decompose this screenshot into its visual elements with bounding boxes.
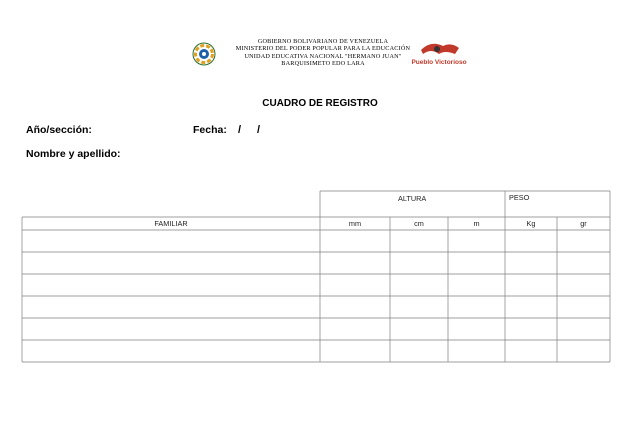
gov-line-1: GOBIERNO BOLIVARIANO DE VENEZUELA [257,38,389,45]
table-row[interactable] [22,296,610,318]
col-familiar: FAMILIAR [154,219,188,228]
year-section-label: Año/sección: [26,124,92,136]
name-label: Nombre y apellido: [26,148,121,160]
gov-line-4: BARQUISIMETO EDO LARA [281,59,365,67]
form-title: CUADRO DE REGISTRO [262,98,378,109]
table-row[interactable] [22,252,610,274]
altura-group-header: ALTURA [398,194,427,203]
gov-line-2: MINISTERIO DEL PODER POPULAR PARA LA EDUCACIÓN [235,45,411,53]
table-row[interactable] [22,230,610,252]
svg-text:Pueblo Victorioso: Pueblo Victorioso [411,59,467,66]
table-row[interactable] [22,274,610,296]
gov-line-3: UNIDAD EDUCATIVA NACIONAL "HERMANO JUAN" [244,52,402,60]
col-gr: gr [580,219,587,228]
table-row[interactable] [22,318,610,340]
date-slash-1: / [238,124,242,136]
col-cm: cm [414,219,424,228]
peso-group-header: PESO [509,193,530,202]
col-kg: Kg [526,219,536,228]
table-row[interactable] [22,340,610,362]
date-label: Fecha: [193,124,227,136]
date-slash-2: / [257,124,261,136]
col-mm: mm [348,219,362,228]
col-m: m [473,219,480,228]
